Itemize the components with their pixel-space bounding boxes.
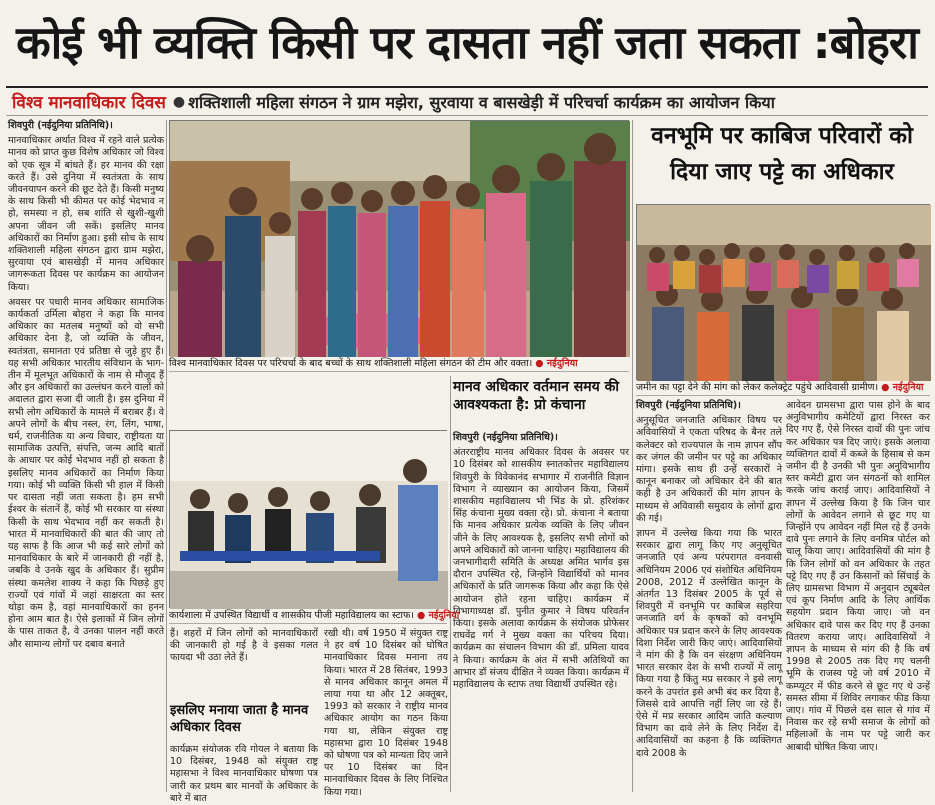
middle-article-body [453,432,629,792]
group-photo-caption [169,358,629,372]
caption-text: जमीन का पट्टा देने की मांग को लेकर कलेक्ट्रेट पहुंचे आदिवासी ग्रामीण। [636,382,879,393]
left-column [8,120,164,792]
caption-text: विश्व मानवाधिकार दिवस पर परिचर्चा के बाद बच्चों के साथ शक्तिशाली महिला संगठन की टीम और वक्ता। [169,358,533,369]
paragraph: अनुसूचित जनजाति अधिकार विषय पर अविवासियों ने एकता परिषद के बैनर तले कलेक्टर को राज्यपाल के नाम ज्ञापन सौंप कर जंगल की जमीन पर पट्टे का अधिकार मांगा। इसके साथ ही उन्हें सरकारों ने कानून बनाकर जो अधिकार देने की बात कही है उन अधिकारों की मांग ज्ञापन के माध्यम से अविवासी समुदाय के लोगों द्वारा की गई। [636,415,782,524]
sub-article-lead [170,628,318,698]
seminar-photo [169,430,447,608]
group-photo [169,120,629,356]
column-divider [632,120,633,792]
paragraph: हैं। शहरों में जिन लोगों को मानवाधिकारों की जानकारी हो गई है वे इसका गलत फायदा भी उठा लेते हैं। [170,628,318,664]
paragraph: रखी थी। वर्ष 1950 में संयुक्त राष्ट्र ने हर वर्ष 10 दिसंबर को घोषित मानवाधिकार दिवस मनाना तय किया। भारत में 28 सितंबर, 1993 से मानव अधिकार कानून अमल में लाया गया था और 12 अक्तूबर, 1993 को सरकार ने राष्ट्रीय मानव अधिकार आयोग का गठन किया गया था, लेकिन संयुक्त राष्ट्र महासभा द्वारा 10 दिसंबर 1948 को घोषणा पत्र को मान्यता दिए जाने पर 10 दिसंबर का दिन मानवाधिकार दिवस के लिए निश्चित किया गया। [324,628,448,798]
kicker-label: विश्व मानवाधिकार दिवस [12,93,166,113]
sub-article-col-a [170,744,318,804]
middle-article-heading: मानव अधिकार वर्तमान समय की आवश्यकता है: प्रो कंचाना [453,379,619,413]
tribal-gathering-photo [636,204,930,380]
dateline: शिवपुरी (नईदुनिया प्रतिनिधि)। [636,400,741,411]
subheadline-bar [6,86,928,116]
group-photo-image [170,121,630,357]
source-tag: ● नईदुनिया [416,610,460,621]
paragraph: अवसर पर पधारी मानव अधिकार सामाजिक कार्यकर्ता उर्मिला बोहरा ने कहा कि मानव अधिकार का मतलब मनुष्यों को वो सभी अधिकार देना है, जो व्यक्ति के जीवन, स्वतंत्रता, समानता एवं प्रतिष्ठा से जुड़े हुए हैं। यह सभी अधिकार भारतीय संविधान के भाग-तीन में मूलभूत अधिकारों के नाम से मौजूद हैं और इन अधिकारों का उल्लंघन करने वालों को अदालत द्वारा सजा दी जाती है। इस दुनिया में सभी लोग अधिकारों के मामले में बराबर हैं। वे अपने लोगों के बीच नस्ल, रंग, लिंग, भाषा, धर्म, राजनीतिक या अन्य विचार, राष्ट्रीयता या सामाजिक उत्पत्ति, संपत्ति, जन्म आदि बातों के आधार पर कोई भेदभाव नहीं हो सकता है इसलिए मानव अधिकारों का निर्माण किया गया। कोई भी व्यक्ति किसी भी हाल में किसी पर दासता नहीं जता सकता है। हम सभी ईश्वर के संतानें हैं, कोई भी सरकार या संस्था किसी के साथ भेदभाव नहीं कर सकती है। भारत में मानवाधिकारों की बात की जाए तो यह साफ है कि आज भी कई सारे लोगों को मानवाधिकार के बारे में जानकारी ही नहीं है, जबकि वे उनके खुद के अधिकार हैं। सुप्रीम संस्था कमलेश शाक्य ने कहा कि पिछड़े हुए राज्यों एवं गांवों में जहां साक्षरता का स्तर थोड़ा कम है, वहां मानवाधिकारों का हनन होना आम बात है। ऐसे इलाकों में जिन लोगों के पास ताकत है, वे उनका पालन नहीं करते और सामान्य लोगों पर दबाव बनाते [8,296,164,650]
sub-article-col-b [324,628,448,798]
caption-text: कार्यशाला में उपस्थित विद्यार्थी व शासकीय पीजी महाविद्यालय का स्टाफ। [169,610,414,621]
sub-article-heading: इसलिए मनाया जाता है मानव अधिकार दिवस [170,703,309,735]
paragraph: कार्यक्रम संयोजक रवि गोयल ने बताया कि 10 दिसंबर, 1948 को संयुक्त राष्ट्र महासभा ने विश्व मानवाधिकार घोषणा पत्र जारी कर प्रथम बार मानवों के अधिकार के बारे में बात [170,744,318,804]
tribal-gathering-image [637,205,931,381]
paragraph: अंतरराष्ट्रीय मानव अधिकार दिवस के अवसर पर 10 दिसंबर को शासकीय स्नातकोत्तर महाविद्यालय शिवपुरी के विवेकानंद सभागार में राजनीति विज्ञान विभाग ने व्याख्यान का आयोजन किया, जिसमें शासकीय महाविद्यालय भी भिंड के प्रो. हरिशंकर सिंह कंचाना मुख्य वक्ता रहे। प्रो. कंचाना ने बताया कि मानव अधिकार प्रत्येक व्यक्ति के लिए जीवन जीने के लिए आवश्यक है, इसलिए सभी लोगों को अपने अधिकारों को जानना चाहिए। महाविद्यालय की जनभागीदारी समिति के अध्यक्ष अमित भार्गव इस दौरान उपस्थित रहे, जिन्होंने विद्यार्थियों को मानव अधिकारों के प्रति जागरूक किया और कहा कि ऐसे आयोजन होते रहना चाहिए। कार्यक्रम में विभागाध्यक्ष डॉ. पुनीत कुमार ने विषय परिवर्तन किया। इसके अलावा कार्यक्रम के संयोजक प्रोफेसर राघवेंद्र गर्ग ने मुख्य वक्ता का परिचय दिया। कार्यक्रम का संचालन विभाग की डॉ. प्रमिला यादव ने किया। कार्यक्रम के अंत में सभी अतिथियों का आभार डॉ संजय दीक्षित ने व्यक्त किया। कार्यक्रम में महाविद्यालय के स्टाफ तथा विद्यार्थी उपस्थित रहे। [453,447,629,691]
column-divider [450,376,451,792]
right-article-col-a [636,400,782,792]
bullet-icon: ● [172,93,186,110]
dateline: शिवपुरी (नईदुनिया प्रतिनिधि)। [8,120,113,131]
tribal-photo-caption [636,382,930,396]
source-tag: ● नईदुनिया [535,358,578,369]
right-article-heading: वनभूमि पर काबिज परिवारों को दिया जाए पट्टे का अधिकार [651,123,913,185]
seminar-photo-caption [169,610,460,624]
paragraph: ज्ञापन में उल्लेख किया गया कि भारत सरकार द्वारा लागू किए गए अनुसूचित जनजाति एवं अन्य परंपरागत वनवासी अधिनियम 2006 एवं संशोधित अधिनियम 2008, 2012 में उल्लेखित कानून के अंतर्गत 13 दिसंबर 2005 के पूर्व से शिवपुरी में वनभूमि पर काबिज सहरिया जनजाति वर्ग के कृषकों को वनभूमि अधिकार पत्र प्रदान करने के लिए आवश्यक दिशा निर्देश जारी किए जाएं। आदिवासियों ने मांग की है कि वन संरक्षण अधिनियम भारत सरकार देश के सभी राज्यों में लागू किया गया है किंतु मप्र सरकार ने इसे लागू करने के उपरांत इसे अभी बंद कर दिया है, जिससे दावे आपत्ति नहीं लिए जा रहे हैं। ऐसे में मप्र सरकार आदिम जाति कल्याण विभाग का दावे लेने के लिए निर्देश दें। आदिवासियों का कहना है कि व्यक्तिगत दावे 2008 के [636,528,782,759]
paragraph: आवेदन ग्रामसभा द्वारा पास होने के बाद अनुविभागीय कमेटियों द्वारा निरस्त कर दिए गए हैं, ऐसे निरस्त दावों की पुनः जांच कर अधिकार पत्र दिए जाएं। इसके अलावा व्यक्तिगत दावों में कब्जे के हिसाब से कम जमीन दी है उनकी भी पुनः अनुविभागीय स्तर कमेटी द्वारा जन संगठनों को शामिल करके जांच कराई जाए। आदिवासियों ने ज्ञापन में उल्लेख किया है कि जिन चार लोगों के आवेदन लगाने से छूट गए या जिन्होंने एप आवेदन नहीं मिल रहे हैं उनके दावे पुनः लगाने के लिए वनमित्र पोर्टल को चालू किया जाए। आदिवासियों की मांग है कि जिन लोगों को वन अधिकार के तहत पट्टे दिए गए हैं उन किसानों को सिंचाई के लिए ग्रामसभा विभाग में अनुदान ट्यूबवेल एवं कूप निर्माण आदि के लिए आर्थिक सहयोग प्रदान किया जाए। जो वन अधिकार दावे पास कर दिए गए हैं उनका वितरण कराया जाए। आदिवासियों ने ज्ञापन के माध्यम से मांग की है कि वर्ष 1998 से 2005 तक दिए गए चलनी भूमि के राजस्व पट्टे जो वर्ष 2010 में कम्प्यूटर में फीड करने से छूट गए थे उन्हें समस्त सीमा में शिविर लगाकर फीड किया जाए। गांव में पिछले दस साल से गांव में निवास कर रहे सभी समाज के लोगों को महिलाओं के नाम पर पट्टे जारी कर आबादी घोषित किया जाए। [786,400,930,753]
dateline: शिवपुरी (नईदुनिया प्रतिनिधि)। [453,432,558,443]
right-article-col-b [786,400,930,792]
source-tag: ● नईदुनिया [881,382,924,393]
column-divider [166,120,167,792]
headline: कोई भी व्यक्ति किसी पर दासता नहीं जता सकता :बोहरा [16,16,918,69]
subheadline: शक्तिशाली महिला संगठन ने ग्राम मझेरा, सुरवाया व बासखेड़ी में परिचर्चा कार्यक्रम का आयोजन किया [188,92,775,112]
paragraph: मानवाधिकार अर्थात विश्व में रहने वाले प्रत्येक मानव को प्राप्त कुछ विशेष अधिकार जो विश्व को एक सूत्र में बांधते हैं। हर मानव की रक्षा करते हैं। उसे दुनिया में स्वतंत्रता के साथ जीवनयापन करने की छूट देते हैं। किसी मनुष्य के साथ किसी भी कीमत पर कोई भेदभाव न हो, समस्या न हो, सब शांति से खुशी-खुशी अपना जीवन जी सकें। इसलिए मानव अधिकारों का निर्माण हुआ। इसी सोच के साथ शक्तिशाली महिला संगठन द्वारा ग्राम मझेरा, सुरवाया एवं बासखेड़ी में मानव अधिकार जागरूकता दिवस पर कार्यक्रम का आयोजन किया। [8,135,164,293]
seminar-photo-image [170,431,448,609]
